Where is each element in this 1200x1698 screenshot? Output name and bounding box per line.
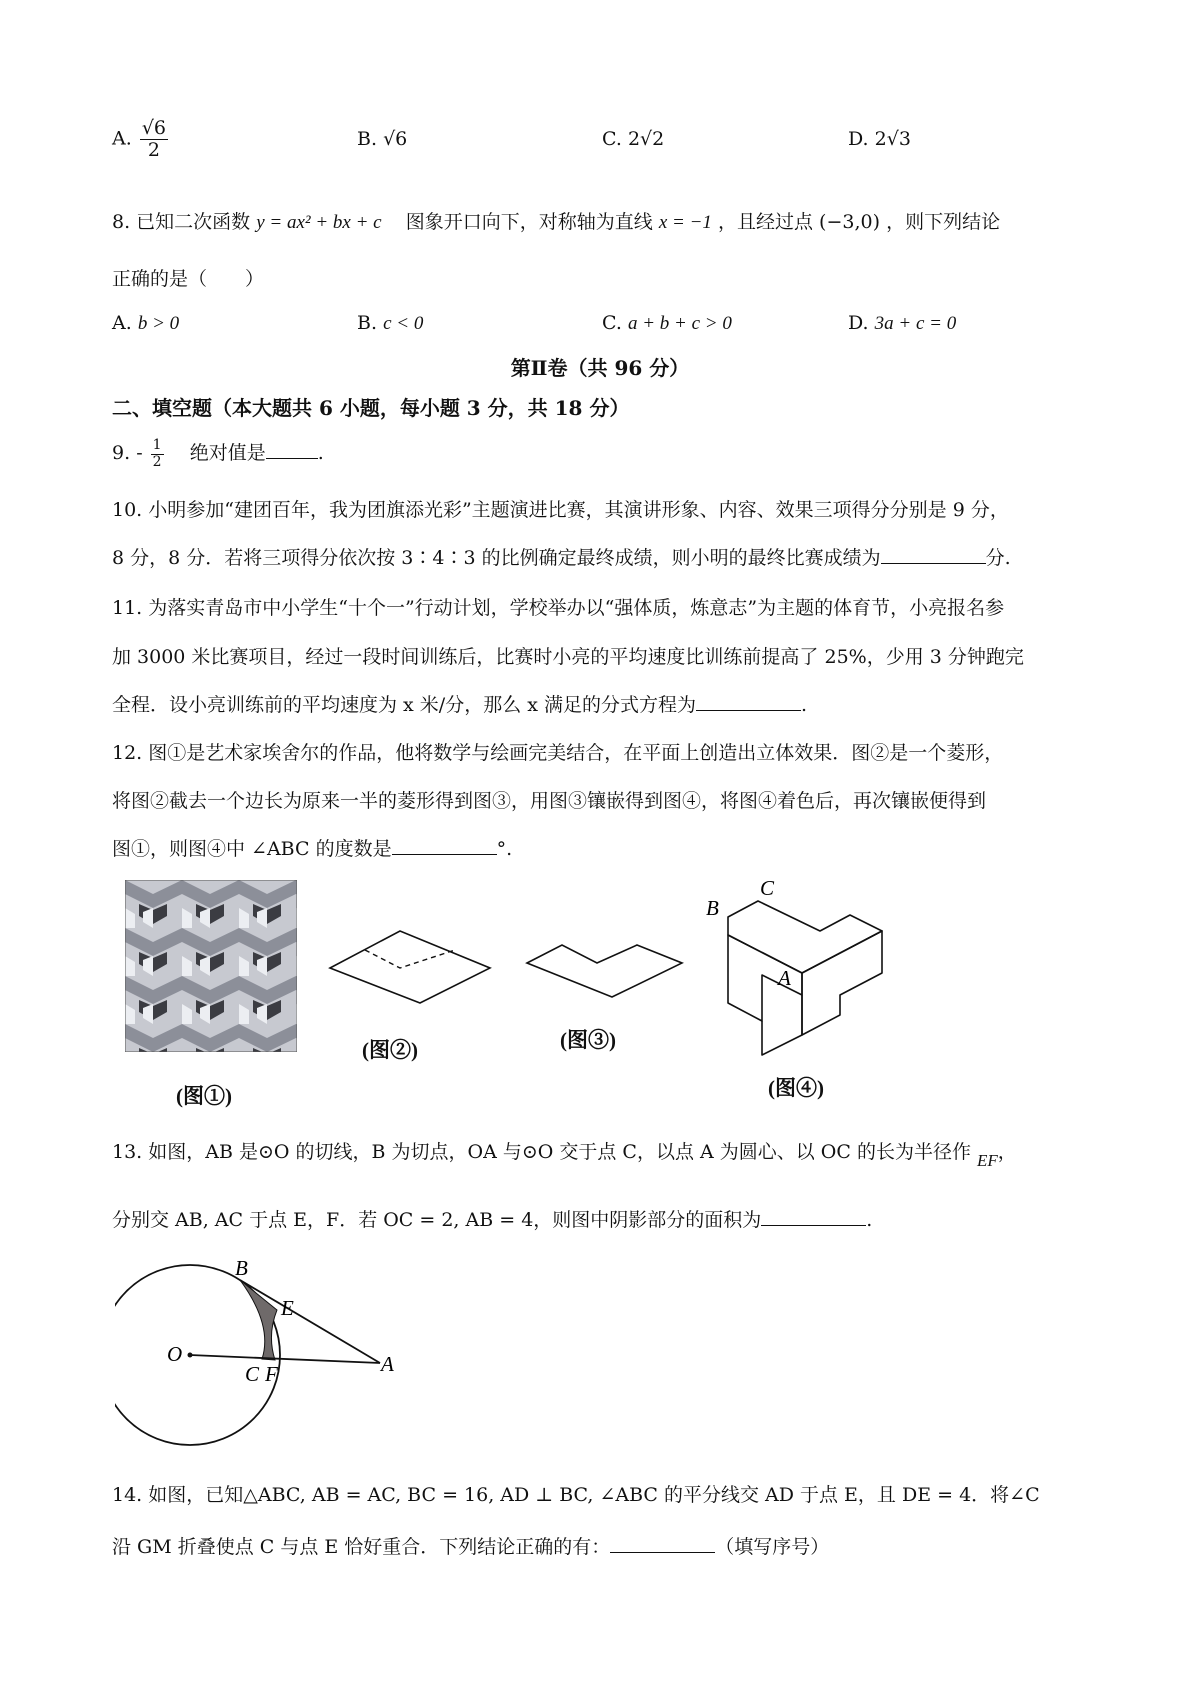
- q7-option-c: [602, 128, 664, 150]
- numerator: √6: [141, 117, 167, 139]
- text: 分别交 AB, AC 于点 E，F．若 OC = 2, AB = 4，则图中阴影部分的面积为: [112, 1209, 762, 1231]
- formula: (−3,0): [819, 211, 881, 233]
- answer-blank[interactable]: [392, 850, 497, 855]
- option-label: A.: [112, 312, 132, 334]
- option-label: D.: [848, 312, 869, 334]
- q13-line2: [112, 1205, 872, 1232]
- figure-4-3d-shape: [700, 875, 900, 1070]
- sign: -: [136, 442, 143, 464]
- text: 图象开口向下，对称轴为直线: [405, 211, 653, 233]
- fraction: [140, 118, 168, 161]
- q9: [112, 438, 324, 470]
- text: °.: [496, 838, 513, 860]
- q12-line3: [112, 834, 512, 861]
- figure-2-rhombus: [325, 925, 500, 1005]
- denominator: 2: [147, 138, 160, 161]
- question-number: 9.: [112, 442, 131, 464]
- option-label: A.: [112, 127, 132, 150]
- text: 分.: [985, 547, 1011, 569]
- numerator: 1: [152, 437, 162, 454]
- answer-blank[interactable]: [266, 454, 318, 459]
- q14-line2: [112, 1532, 829, 1559]
- label-a: A: [778, 966, 791, 990]
- answer-blank[interactable]: [881, 559, 986, 564]
- label-e: E: [281, 1296, 294, 1320]
- q11-line3: [112, 690, 807, 717]
- text: （填写序号）: [715, 1536, 830, 1558]
- figure-3-caption: (图③): [560, 1028, 616, 1052]
- q11-line1: 11. 为落实青岛市中小学生“十个一”行动计划，学校举办以“强体质，炼意志”为主题的体育节，小亮报名参: [112, 597, 1005, 619]
- q8-option-a: [112, 312, 179, 335]
- q8-stem-line2: 正确的是（ ）: [112, 268, 265, 290]
- option-value: 2√3: [874, 128, 911, 150]
- option-label: B.: [357, 312, 378, 334]
- option-value: a + b + c > 0: [627, 313, 732, 334]
- q10-line1: 10. 小明参加“建团百年，我为团旗添光彩”主题演进比赛，其演讲形象、内容、效果三项得分分别是 9 分，: [112, 499, 1009, 521]
- q7-option-d: [848, 128, 911, 150]
- label-c: C: [245, 1362, 260, 1386]
- label-b: B: [235, 1256, 248, 1280]
- label-b: B: [706, 896, 719, 920]
- text: 绝对值是: [189, 442, 266, 464]
- option-label: B.: [357, 128, 378, 150]
- text: 13. 如图，AB 是⊙O 的切线，B 为切点，OA 与⊙O 交于点 C，以点 A 为圆心、以 OC 的长为半径作: [112, 1141, 971, 1163]
- text: 8. 已知二次函数: [112, 211, 251, 233]
- fraction: [151, 438, 164, 470]
- label-a: A: [381, 1352, 394, 1376]
- figure-4-caption: (图④): [768, 1076, 824, 1100]
- text: ，则下列结论: [886, 211, 1001, 233]
- denominator: 2: [152, 453, 162, 470]
- formula: y = ax² + bx + c: [256, 212, 382, 233]
- option-value: 3a + c = 0: [874, 313, 957, 334]
- figure-3-notched-rhombus: [522, 925, 687, 1000]
- q14-line1: 14. 如图，已知△ABC, AB = AC, BC = 16, AD ⊥ BC, ∠ABC 的平分线交 AD 于点 E，且 DE = 4．将∠C: [112, 1484, 1040, 1506]
- option-value: √6: [383, 128, 408, 150]
- q12-line2: 将图②截去一个边长为原来一半的菱形得到图③，用图③镶嵌得到图④，将图④着色后，再次镶嵌便得到: [112, 790, 987, 812]
- answer-blank[interactable]: [610, 1548, 715, 1553]
- q11-line2: 加 3000 米比赛项目，经过一段时间训练后，比赛时小亮的平均速度比训练前提高了 25%，少用 3 分钟跑完: [112, 646, 1024, 668]
- figure-13-circle-tangent: [115, 1255, 415, 1470]
- arc-label: EF: [977, 1151, 998, 1170]
- text: .: [866, 1209, 873, 1231]
- q12-line1: 12. 图①是艺术家埃舍尔的作品，他将数学与绘画完美结合，在平面上创造出立体效果．图②是一个菱形，: [112, 742, 1004, 764]
- text: ，且经过点: [717, 211, 813, 233]
- text: 沿 GM 折叠使点 C 与点 E 恰好重合．下列结论正确的有：: [112, 1536, 611, 1558]
- option-value: b > 0: [137, 313, 180, 334]
- text: 全程．设小亮训练前的平均速度为 x 米/分，那么 x 满足的分式方程为: [112, 694, 696, 716]
- q10-line2: [112, 543, 1011, 570]
- figure-2-caption: (图②): [362, 1038, 418, 1062]
- text: .: [317, 442, 324, 464]
- figure-1-escher-pattern: [125, 880, 297, 1052]
- label-f: F: [265, 1362, 278, 1386]
- label-c: C: [760, 876, 775, 900]
- q8-option-c: [602, 312, 732, 335]
- text: 8 分，8 分．若将三项得分依次按 3∶4∶3 的比例确定最终成绩，则小明的最终比赛成绩为: [112, 547, 881, 569]
- text: ，: [997, 1141, 1017, 1163]
- q8-option-d: [848, 312, 956, 335]
- label-o: O: [167, 1342, 183, 1366]
- option-label: C.: [602, 128, 622, 150]
- q8-option-b: [357, 312, 423, 335]
- option-value: 2√2: [627, 128, 665, 150]
- option-value: c < 0: [383, 313, 424, 334]
- option-label: D.: [848, 128, 869, 150]
- option-label: C.: [602, 312, 622, 334]
- q8-stem-line1: [112, 207, 1000, 234]
- answer-blank[interactable]: [761, 1221, 866, 1226]
- figure-1-caption: (图①): [176, 1084, 232, 1108]
- text: .: [801, 694, 808, 716]
- q13-line1: [112, 1137, 1017, 1170]
- section2-title: 二、填空题（本大题共 6 小题，每小题 3 分，共 18 分）: [112, 396, 630, 420]
- part2-title: 第Ⅱ卷（共 96 分）: [510, 356, 690, 380]
- q7-option-a: [112, 118, 170, 161]
- formula: x = −1: [658, 212, 712, 233]
- text: 图①，则图④中 ∠ABC 的度数是: [112, 838, 392, 860]
- answer-blank[interactable]: [696, 706, 801, 711]
- q7-option-b: [357, 128, 407, 150]
